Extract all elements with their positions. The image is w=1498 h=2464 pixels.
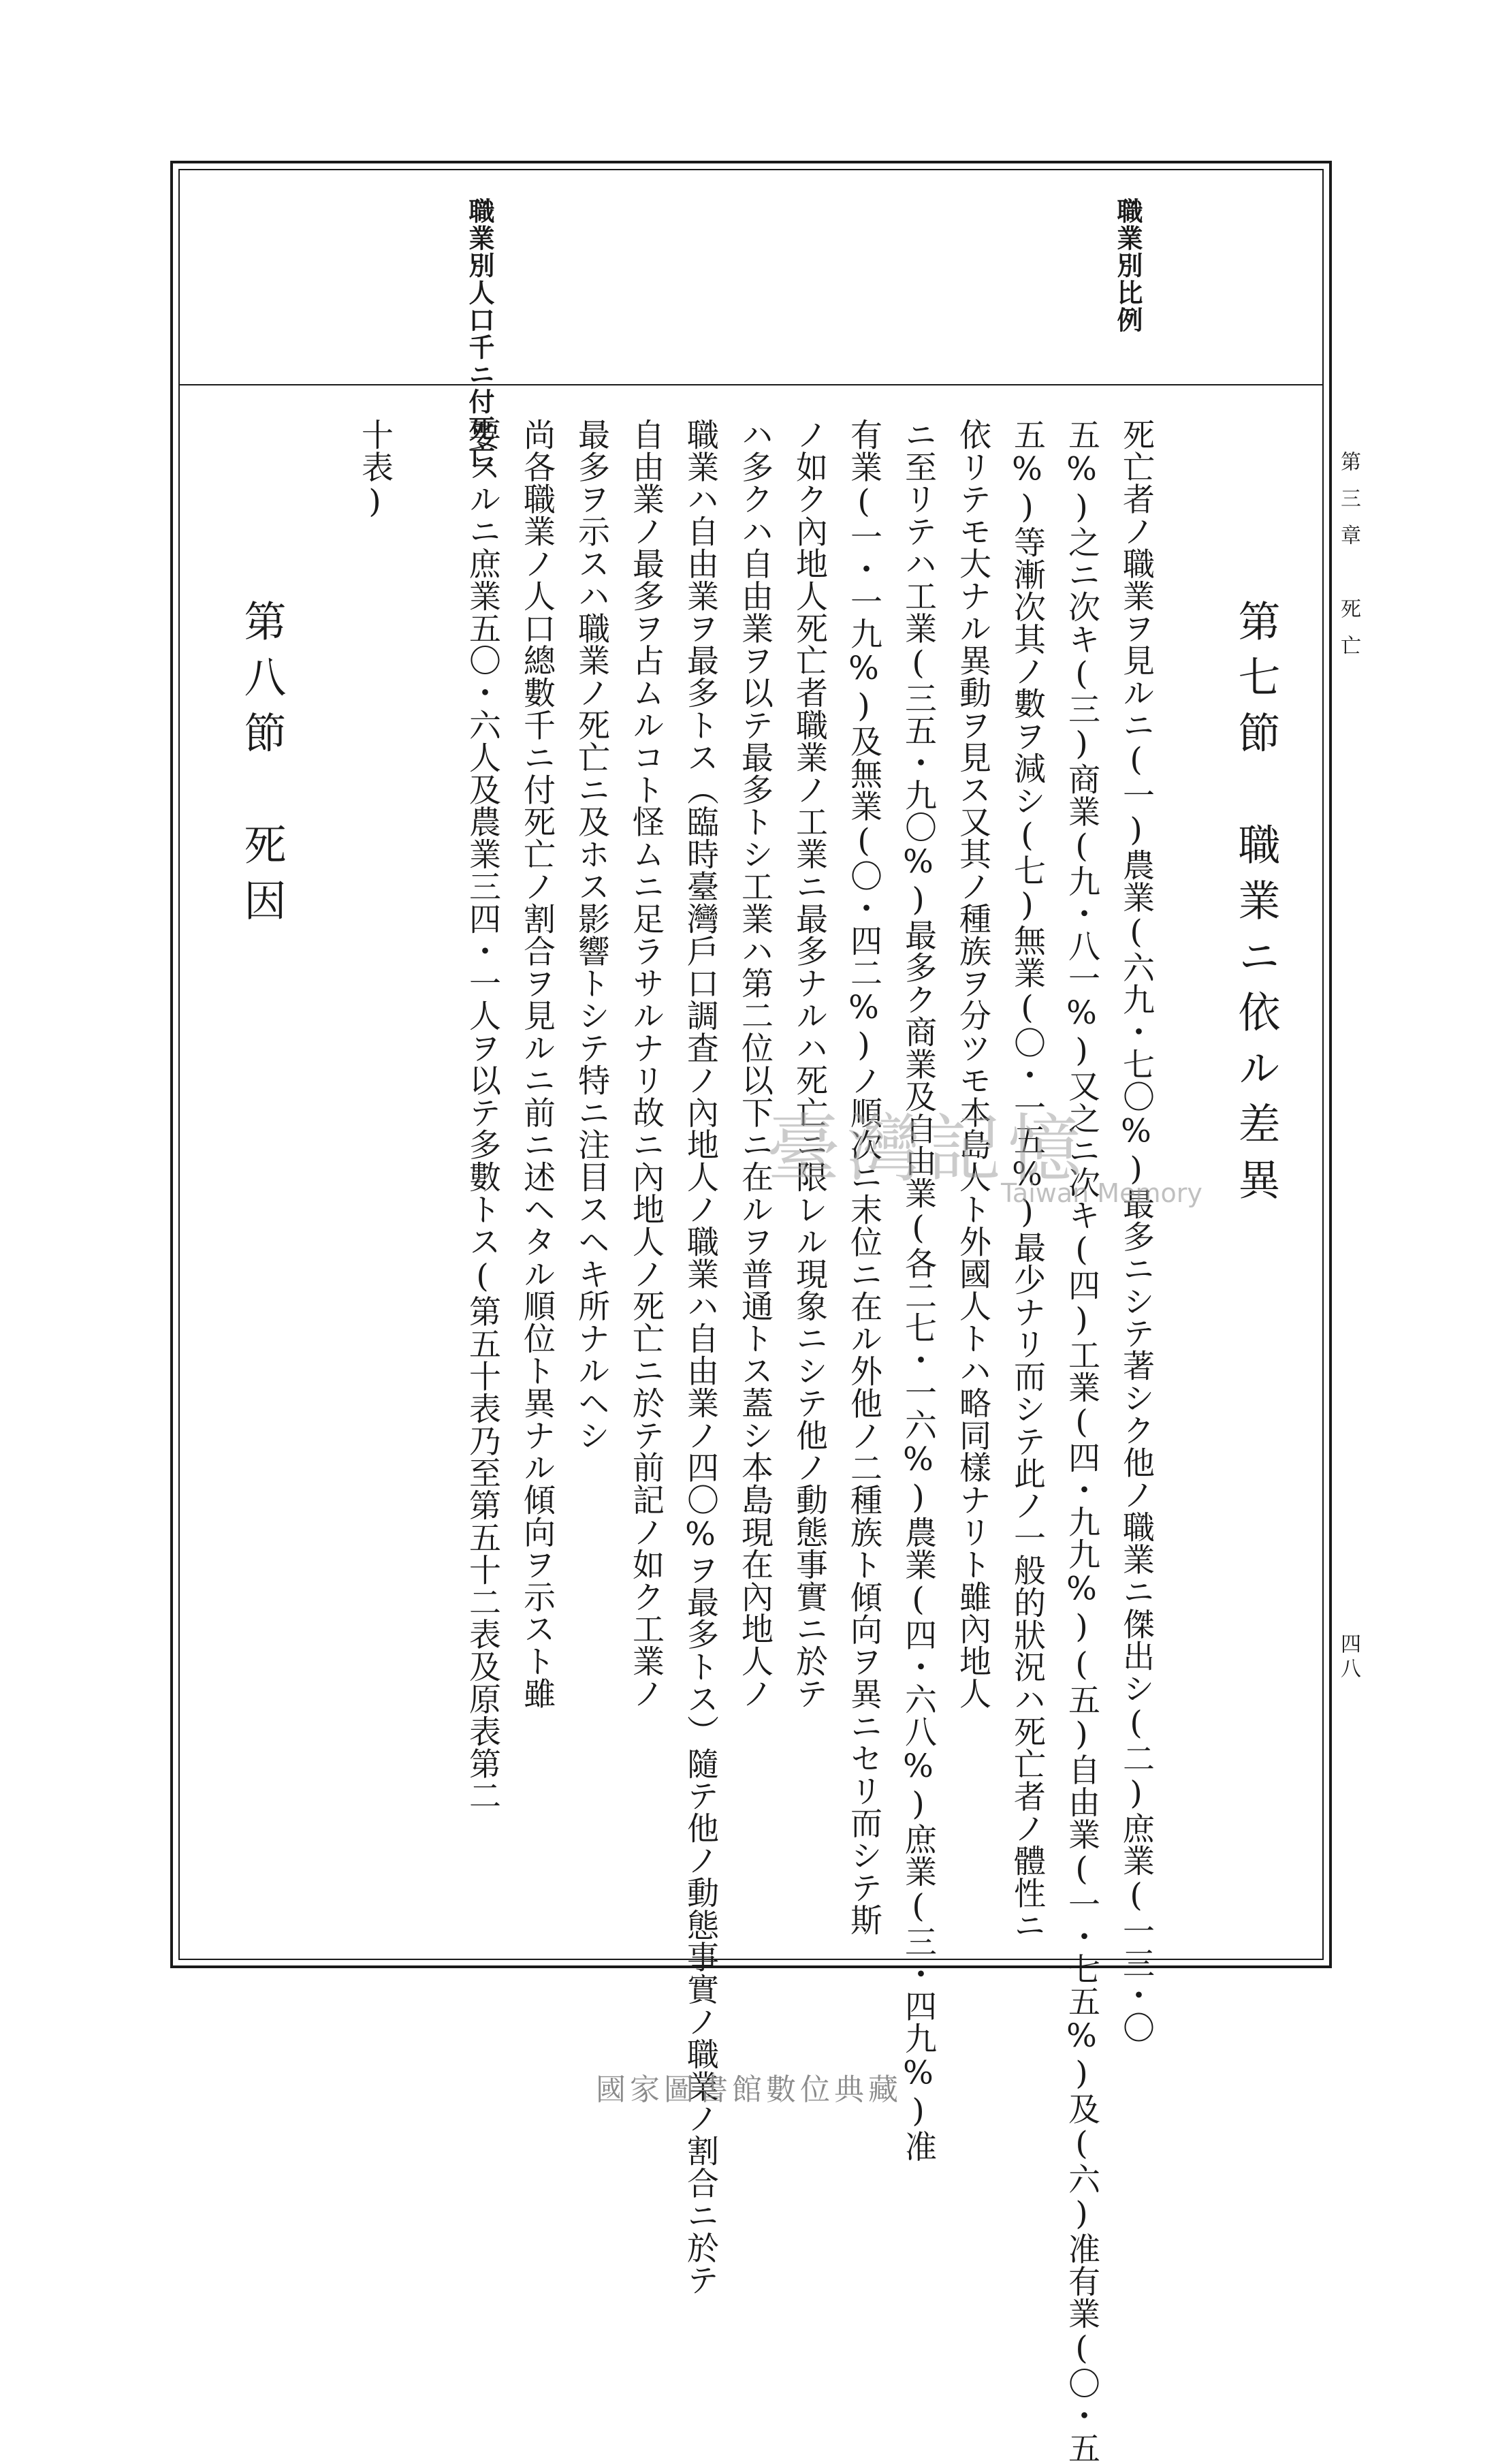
section-8-title: 第八節 死因 xyxy=(237,599,287,934)
watermark-subtitle: Taiwan Memory xyxy=(1001,1178,1202,1208)
watermark-logo: 臺灣記憶 xyxy=(767,1107,1089,1192)
body-column: 五%)等漸次其ノ數ヲ減シ(七)無業(〇・一五%)最少ナリ而シテ此ノ一般的狀況ハ死亡者ノ體性ニ xyxy=(1008,418,1046,1942)
body-column: 要スルニ庶業五〇・六人及農業三四・一人ヲ以テ多數トス(第五十表乃至第五十二表及原表第二 xyxy=(464,418,501,1812)
body-column: 十表) xyxy=(356,418,394,521)
running-head: 第三章 死亡 xyxy=(1337,451,1360,672)
body-column: ニ至リテハ工業(三五・九〇%)最多ク商業及自由業(各二七・一六%)農業(四・六八%)庶業(三・四九%)准 xyxy=(899,418,937,2162)
margin-heading-death-per-thousand: 職業別人口千ニ付死亡 xyxy=(464,198,495,470)
footer-watermark: 國家圖書館數位典藏 xyxy=(596,2072,902,2107)
body-column: 有業(一・一九%)及無業(〇・四二%)ノ順次ニ末位ニ在ル外他ノ二種族ト傾向ヲ異ニセリ而シテ斯 xyxy=(845,418,882,1936)
margin-heading-occupation-ratio: 職業別比例 xyxy=(1113,198,1143,334)
body-column: ノ如ク內地人死亡者職業ノ工業ニ最多ナルハ死亡ニ限レル現象ニシテ他ノ動態事實ニ於テ xyxy=(791,418,828,1709)
body-column: 依リテモ大ナル異動ヲ見ス又其ノ種族ヲ分ツモ本島人ト外國人トハ略同樣ナリト雖內地人 xyxy=(954,418,991,1709)
body-column: 自由業ノ最多ヲ占ムルコト怪ムニ足ラサルナリ故ニ內地人ノ死亡ニ於テ前記ノ如ク工業ノ xyxy=(627,418,665,1709)
margin-divider-line xyxy=(178,384,1324,385)
body-column: ハ多クハ自由業ヲ以テ最多トシ工業ハ第二位以下ニ在ルヲ普通トス蓋シ本島現在內地人ノ xyxy=(736,418,774,1709)
body-column: 最多ヲ示スハ職業ノ死亡ニ及ホス影響トシテ特ニ注目スヘキ所ナルヘシ xyxy=(573,418,610,1451)
page-number: 四八 xyxy=(1337,1633,1360,1682)
body-column: 死亡者ノ職業ヲ見ルニ(一)農業(六九・七〇%)最多ニシテ著シク他ノ職業ニ傑出シ(二)庶業(一三・〇 xyxy=(1117,418,1155,2044)
body-column: 職業ハ自由業ヲ最多トス（臨時臺灣戶口調査ノ內地人ノ職業ハ自由業ノ四〇%ヲ最多トス）隨テ他ノ動態事實ノ職業ノ割合ニ於テ xyxy=(682,418,719,2296)
body-column: 尚各職業ノ人口總數千ニ付死亡ノ割合ヲ見ルニ前ニ述ヘタル順位ト異ナル傾向ヲ示スト雖 xyxy=(518,418,556,1710)
section-7-title: 第七節 職業ニ依ル差異 xyxy=(1231,599,1281,1214)
body-column: 五%)之ニ次キ(三)商業(九・八一%)又之ニ次キ(四)工業(四・九九%)(五)自由業(一・七五%)及(六)准有業(〇・五 xyxy=(1063,418,1100,2464)
